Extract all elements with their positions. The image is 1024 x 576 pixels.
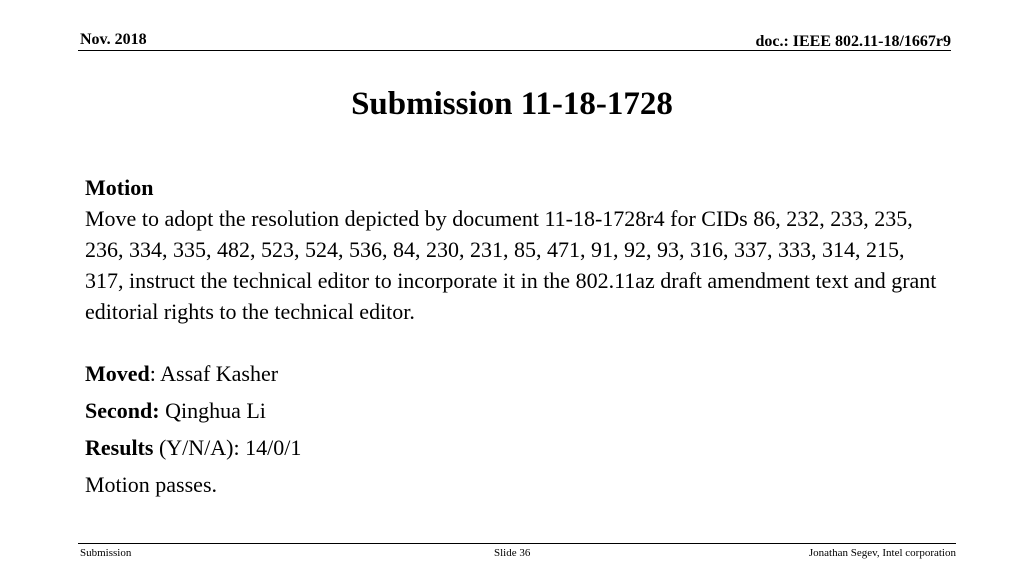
moved-value: : Assaf Kasher bbox=[149, 361, 279, 386]
second-value: Qinghua Li bbox=[159, 398, 266, 423]
header-divider bbox=[78, 50, 951, 51]
slide-title: Submission 11-18-1728 bbox=[351, 86, 673, 122]
motion-heading: Motion bbox=[85, 175, 154, 200]
footer-submission: Submission bbox=[80, 547, 132, 559]
motion-outcome: Motion passes. bbox=[85, 472, 217, 497]
results-label: Results bbox=[85, 435, 154, 460]
second-label: Second: bbox=[85, 398, 160, 423]
footer-author: Jonathan Segev, Intel corporation bbox=[808, 547, 956, 559]
header-doc-id: doc.: IEEE 802.11-18/1667r9 bbox=[755, 33, 951, 50]
second-line bbox=[85, 392, 965, 429]
moved-label: Moved bbox=[85, 361, 150, 386]
footer-slide-number: Slide 36 bbox=[494, 547, 531, 559]
results-line bbox=[85, 429, 965, 466]
slide-content bbox=[85, 172, 965, 503]
results-block bbox=[85, 355, 965, 503]
moved-line bbox=[85, 355, 965, 392]
results-value: (Y/N/A): 14/0/1 bbox=[153, 435, 302, 460]
footer-divider bbox=[78, 543, 956, 544]
motion-text: Move to adopt the resolution depicted by document 11-18-1728r4 for CIDs 86, 232, 233, 235, 236, 334, 335, 482, 523, 524, 536, 84, 230, 231, 85, 471, 91, 92, 93, 316, 337, 333, 314, 215, 317, instruct the technical editor to incorporate it in the 802.11az draft amendment text and grant editorial rights to the technical editor. bbox=[85, 206, 937, 324]
header-date: Nov. 2018 bbox=[80, 31, 147, 48]
